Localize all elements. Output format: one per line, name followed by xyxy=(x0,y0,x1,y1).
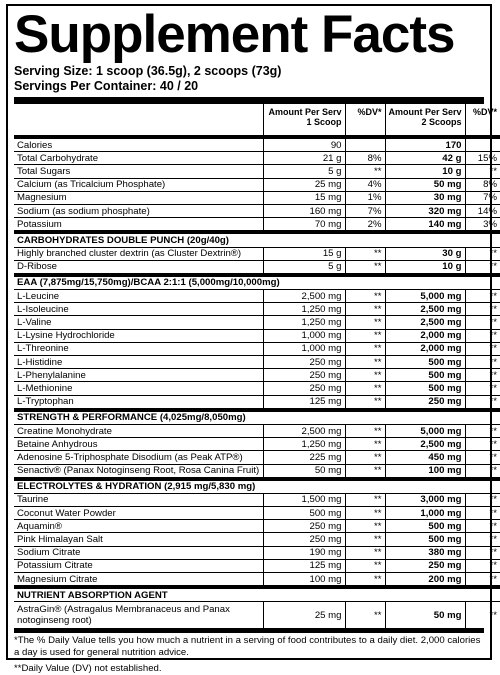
daily-value-1: ** xyxy=(345,533,385,546)
amount-2-scoops: 10 g xyxy=(385,165,465,178)
ingredient-row xyxy=(14,137,500,152)
daily-value-2: ** xyxy=(465,303,500,316)
ingredient-row xyxy=(14,533,500,546)
daily-value-2: ** xyxy=(465,602,500,629)
section-title: STRENGTH & PERFORMANCE (4,025mg/8,050mg) xyxy=(14,410,500,425)
amount-1-scoop: 15 mg xyxy=(263,191,345,204)
ingredient-row xyxy=(14,493,500,506)
amount-1-scoop: 190 mg xyxy=(263,546,345,559)
daily-value-2: ** xyxy=(465,451,500,464)
amount-1-scoop: 5 g xyxy=(263,260,345,275)
daily-value-2: ** xyxy=(465,165,500,178)
ingredient-name: Calories xyxy=(14,137,263,152)
daily-value-2: 3% xyxy=(465,218,500,233)
daily-value-1: 2% xyxy=(345,218,385,233)
daily-value-2: ** xyxy=(465,342,500,355)
amount-2-scoops: 50 mg xyxy=(385,178,465,191)
daily-value-2: ** xyxy=(465,290,500,303)
ingredient-name: Total Carbohydrate xyxy=(14,152,263,165)
daily-value-2: ** xyxy=(465,520,500,533)
daily-value-2: ** xyxy=(465,247,500,260)
supplement-facts-panel xyxy=(6,4,497,675)
section-title: EAA (7,875mg/15,750mg)/BCAA 2:1:1 (5,000mg/10,000mg) xyxy=(14,275,500,290)
amount-2-scoops: 450 mg xyxy=(385,451,465,464)
ingredient-row xyxy=(14,464,500,479)
amount-1-scoop: 1,250 mg xyxy=(263,438,345,451)
amount-1-scoop: 160 mg xyxy=(263,204,345,217)
amount-1-scoop: 15 g xyxy=(263,247,345,260)
amount-1-scoop: 250 mg xyxy=(263,520,345,533)
amount-2-scoops: 50 mg xyxy=(385,602,465,629)
amount-1-scoop: 125 mg xyxy=(263,395,345,410)
daily-value-2: ** xyxy=(465,424,500,437)
amount-2-scoops: 140 mg xyxy=(385,218,465,233)
header-amount-1-scoop: Amount Per Serv 1 Scoop xyxy=(263,104,345,137)
daily-value-1: ** xyxy=(345,290,385,303)
header-blank xyxy=(14,104,263,137)
amount-2-scoops: 10 g xyxy=(385,260,465,275)
ingredient-row xyxy=(14,316,500,329)
amount-2-scoops: 30 mg xyxy=(385,191,465,204)
daily-value-1: ** xyxy=(345,493,385,506)
ingredient-name: Coconut Water Powder xyxy=(14,507,263,520)
header-amount-2-scoops: Amount Per Serv 2 Scoops xyxy=(385,104,465,137)
daily-value-1: ** xyxy=(345,369,385,382)
daily-value-1: ** xyxy=(345,316,385,329)
amount-1-scoop: 25 mg xyxy=(263,178,345,191)
amount-2-scoops: 5,000 mg xyxy=(385,424,465,437)
ingredient-row xyxy=(14,438,500,451)
ingredient-name: L-Isoleucine xyxy=(14,303,263,316)
section-header-row xyxy=(14,479,500,494)
ingredient-row xyxy=(14,356,500,369)
daily-value-1: ** xyxy=(345,260,385,275)
facts-table xyxy=(14,104,500,628)
daily-value-1: ** xyxy=(345,602,385,629)
amount-1-scoop: 1,250 mg xyxy=(263,316,345,329)
ingredient-row xyxy=(14,520,500,533)
ingredient-name: L-Threonine xyxy=(14,342,263,355)
daily-value-1: 7% xyxy=(345,204,385,217)
ingredient-name: Adenosine 5-Triphosphate Disodium (as Peak ATP®) xyxy=(14,451,263,464)
daily-value-2: 8% xyxy=(465,178,500,191)
ingredient-row xyxy=(14,247,500,260)
panel-title: Supplement Facts xyxy=(14,5,455,64)
daily-value-2: ** xyxy=(465,260,500,275)
amount-1-scoop: 250 mg xyxy=(263,369,345,382)
ingredient-name: L-Valine xyxy=(14,316,263,329)
ingredient-name: D-Ribose xyxy=(14,260,263,275)
ingredient-row xyxy=(14,218,500,233)
daily-value-1: ** xyxy=(345,507,385,520)
ingredient-name: Pink Himalayan Salt xyxy=(14,533,263,546)
amount-1-scoop: 500 mg xyxy=(263,507,345,520)
daily-value-1: ** xyxy=(345,520,385,533)
daily-value-1: ** xyxy=(345,165,385,178)
section-title: ELECTROLYTES & HYDRATION (2,915 mg/5,830 mg) xyxy=(14,479,500,494)
amount-1-scoop: 250 mg xyxy=(263,356,345,369)
daily-value-1: ** xyxy=(345,356,385,369)
amount-2-scoops: 3,000 mg xyxy=(385,493,465,506)
ingredient-row xyxy=(14,424,500,437)
amount-2-scoops: 500 mg xyxy=(385,369,465,382)
daily-value-2: ** xyxy=(465,493,500,506)
ingredient-name: Sodium (as sodium phosphate) xyxy=(14,204,263,217)
daily-value-2: ** xyxy=(465,382,500,395)
daily-value-2: 14% xyxy=(465,204,500,217)
section-title: CARBOHYDRATES DOUBLE PUNCH (20g/40g) xyxy=(14,232,500,247)
daily-value-2: 15% xyxy=(465,152,500,165)
ingredient-name: Potassium Citrate xyxy=(14,559,263,572)
section-header-row xyxy=(14,587,500,602)
ingredient-row xyxy=(14,369,500,382)
ingredient-row xyxy=(14,178,500,191)
ingredient-name: L-Methionine xyxy=(14,382,263,395)
ingredient-name: Senactiv® (Panax Notoginseng Root, Rosa Canina Fruit) xyxy=(14,464,263,479)
daily-value-1: ** xyxy=(345,247,385,260)
ingredient-row xyxy=(14,290,500,303)
daily-value-2: ** xyxy=(465,507,500,520)
footnotes xyxy=(14,633,484,675)
ingredient-row xyxy=(14,507,500,520)
ingredient-name: Betaine Anhydrous xyxy=(14,438,263,451)
daily-value-2 xyxy=(465,137,500,152)
amount-2-scoops: 500 mg xyxy=(385,520,465,533)
daily-value-2: ** xyxy=(465,395,500,410)
amount-2-scoops: 42 g xyxy=(385,152,465,165)
ingredient-name: Calcium (as Tricalcium Phosphate) xyxy=(14,178,263,191)
amount-1-scoop: 1,000 mg xyxy=(263,342,345,355)
section-header-row xyxy=(14,410,500,425)
ingredient-row xyxy=(14,395,500,410)
amount-1-scoop: 1,000 mg xyxy=(263,329,345,342)
top-divider xyxy=(14,97,484,104)
ingredient-row xyxy=(14,382,500,395)
ingredient-name: Highly branched cluster dextrin (as Cluster Dextrin®) xyxy=(14,247,263,260)
footnote-daily-value: *The % Daily Value tells you how much a nutrient in a serving of food contributes to a daily diet. 2,000 calories a day is used for general nutrition advice. xyxy=(14,635,481,659)
daily-value-1: ** xyxy=(345,303,385,316)
daily-value-1: ** xyxy=(345,329,385,342)
daily-value-1: ** xyxy=(345,382,385,395)
daily-value-1: 4% xyxy=(345,178,385,191)
ingredient-name: Sodium Citrate xyxy=(14,546,263,559)
ingredient-name: L-Leucine xyxy=(14,290,263,303)
amount-2-scoops: 2,000 mg xyxy=(385,342,465,355)
amount-1-scoop: 50 mg xyxy=(263,464,345,479)
ingredient-row xyxy=(14,165,500,178)
amount-1-scoop: 125 mg xyxy=(263,559,345,572)
amount-2-scoops: 250 mg xyxy=(385,559,465,572)
ingredient-name: Aquamin® xyxy=(14,520,263,533)
daily-value-2: ** xyxy=(465,559,500,572)
amount-2-scoops: 1,000 mg xyxy=(385,507,465,520)
column-header-row xyxy=(14,104,500,137)
amount-2-scoops: 2,500 mg xyxy=(385,316,465,329)
amount-1-scoop: 225 mg xyxy=(263,451,345,464)
ingredient-name: L-Lysine Hydrochloride xyxy=(14,329,263,342)
amount-2-scoops: 170 xyxy=(385,137,465,152)
daily-value-1: 1% xyxy=(345,191,385,204)
serving-size: Serving Size: 1 scoop (36.5g), 2 scoops (73g) xyxy=(14,64,282,78)
footnote-not-established: **Daily Value (DV) not established. xyxy=(14,663,162,675)
amount-1-scoop: 5 g xyxy=(263,165,345,178)
amount-1-scoop: 250 mg xyxy=(263,382,345,395)
section-header-row xyxy=(14,232,500,247)
daily-value-2: ** xyxy=(465,546,500,559)
ingredient-row xyxy=(14,573,500,588)
daily-value-2: ** xyxy=(465,316,500,329)
daily-value-1: ** xyxy=(345,438,385,451)
daily-value-2: ** xyxy=(465,438,500,451)
ingredient-name: L-Phenylalanine xyxy=(14,369,263,382)
amount-1-scoop: 100 mg xyxy=(263,573,345,588)
ingredient-name: Magnesium xyxy=(14,191,263,204)
servings-per-container: Servings Per Container: 40 / 20 xyxy=(14,79,199,93)
daily-value-1: 8% xyxy=(345,152,385,165)
ingredient-row xyxy=(14,451,500,464)
daily-value-1: ** xyxy=(345,342,385,355)
daily-value-1 xyxy=(345,137,385,152)
daily-value-1: ** xyxy=(345,573,385,588)
amount-1-scoop: 25 mg xyxy=(263,602,345,629)
amount-2-scoops: 500 mg xyxy=(385,382,465,395)
amount-1-scoop: 21 g xyxy=(263,152,345,165)
ingredient-row xyxy=(14,204,500,217)
ingredient-name: Taurine xyxy=(14,493,263,506)
section-title: NUTRIENT ABSORPTION AGENT xyxy=(14,587,500,602)
amount-1-scoop: 2,500 mg xyxy=(263,424,345,437)
ingredient-name: Magnesium Citrate xyxy=(14,573,263,588)
daily-value-2: 7% xyxy=(465,191,500,204)
ingredient-row xyxy=(14,152,500,165)
amount-2-scoops: 380 mg xyxy=(385,546,465,559)
daily-value-2: ** xyxy=(465,464,500,479)
ingredient-row xyxy=(14,191,500,204)
amount-1-scoop: 250 mg xyxy=(263,533,345,546)
ingredient-row xyxy=(14,559,500,572)
amount-1-scoop: 1,500 mg xyxy=(263,493,345,506)
ingredient-name: Creatine Monohydrate xyxy=(14,424,263,437)
daily-value-1: ** xyxy=(345,451,385,464)
ingredient-row xyxy=(14,260,500,275)
ingredient-row xyxy=(14,329,500,342)
daily-value-2: ** xyxy=(465,573,500,588)
amount-2-scoops: 500 mg xyxy=(385,533,465,546)
amount-2-scoops: 30 g xyxy=(385,247,465,260)
daily-value-1: ** xyxy=(345,559,385,572)
amount-2-scoops: 2,500 mg xyxy=(385,303,465,316)
ingredient-name: AstraGin® (Astragalus Membranaceus and Panax notoginseng root) xyxy=(14,602,263,629)
daily-value-2: ** xyxy=(465,533,500,546)
ingredient-name: Total Sugars xyxy=(14,165,263,178)
amount-2-scoops: 2,500 mg xyxy=(385,438,465,451)
amount-1-scoop: 70 mg xyxy=(263,218,345,233)
ingredient-row xyxy=(14,546,500,559)
amount-2-scoops: 100 mg xyxy=(385,464,465,479)
header-dv-2: %DV* xyxy=(465,104,500,137)
ingredient-row xyxy=(14,602,500,629)
ingredient-row xyxy=(14,342,500,355)
daily-value-2: ** xyxy=(465,369,500,382)
ingredient-name: L-Tryptophan xyxy=(14,395,263,410)
amount-1-scoop: 90 xyxy=(263,137,345,152)
amount-1-scoop: 2,500 mg xyxy=(263,290,345,303)
section-header-row xyxy=(14,275,500,290)
daily-value-1: ** xyxy=(345,464,385,479)
amount-1-scoop: 1,250 mg xyxy=(263,303,345,316)
daily-value-1: ** xyxy=(345,395,385,410)
daily-value-1: ** xyxy=(345,424,385,437)
amount-2-scoops: 5,000 mg xyxy=(385,290,465,303)
ingredient-name: L-Histidine xyxy=(14,356,263,369)
daily-value-2: ** xyxy=(465,329,500,342)
header-dv-1: %DV* xyxy=(345,104,385,137)
ingredient-row xyxy=(14,303,500,316)
amount-2-scoops: 500 mg xyxy=(385,356,465,369)
amount-2-scoops: 200 mg xyxy=(385,573,465,588)
daily-value-2: ** xyxy=(465,356,500,369)
amount-2-scoops: 2,000 mg xyxy=(385,329,465,342)
amount-2-scoops: 250 mg xyxy=(385,395,465,410)
daily-value-1: ** xyxy=(345,546,385,559)
amount-2-scoops: 320 mg xyxy=(385,204,465,217)
ingredient-name: Potassium xyxy=(14,218,263,233)
